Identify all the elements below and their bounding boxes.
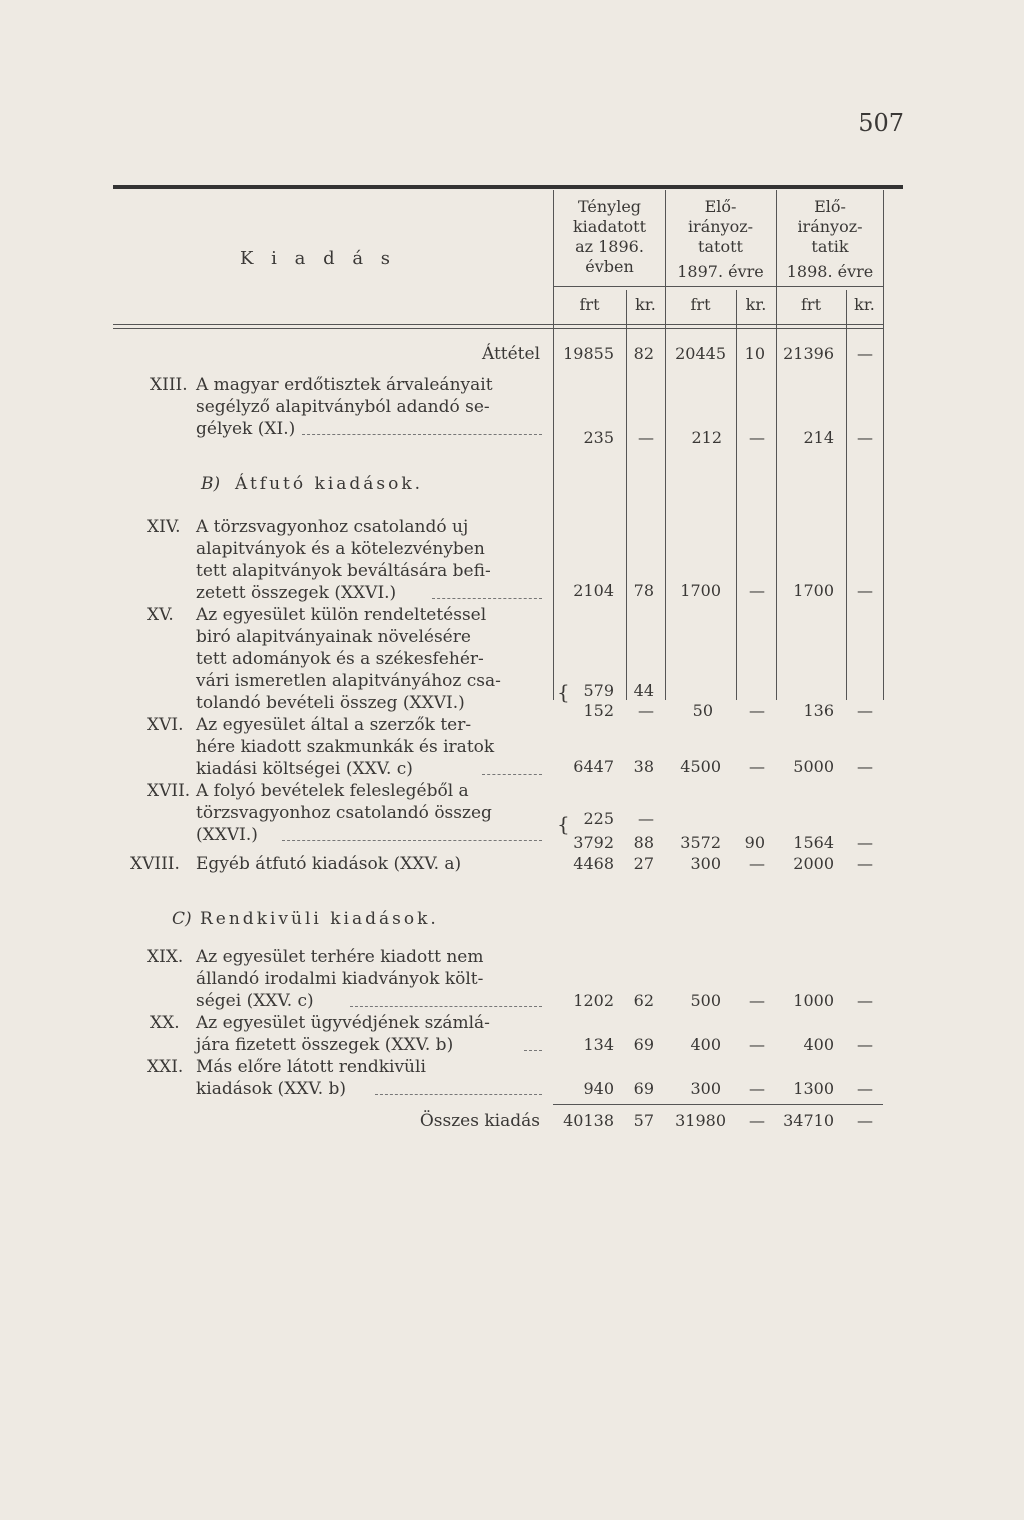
row-17-line-1: A folyó bevételek feleslegéből a	[196, 781, 469, 801]
row-17-frt-1898: 1564	[793, 833, 834, 852]
row-20-leader	[524, 1050, 542, 1052]
row-19-kr-1898: —	[857, 991, 873, 1010]
row-15-line-2: biró alapitványainak növelésére	[196, 627, 471, 647]
row-13-kr-1896: —	[638, 428, 654, 447]
header-col3-l2: irányoz-	[797, 217, 863, 236]
row-16-frt-1897: 4500	[680, 757, 721, 776]
row-18-line-1: Egyéb átfutó kiadások (XXV. a)	[196, 854, 462, 874]
row-16-frt-1898-a: 136	[803, 701, 834, 720]
row-17-line-2: törzsvagyonhoz csatolandó összeg	[196, 803, 492, 823]
row-16-line-2: hére kiadott szakmunkák és iratok	[196, 737, 495, 757]
row-20-frt-1897: 400	[690, 1035, 721, 1054]
row-16-kr-1896-a: —	[638, 701, 654, 720]
row-18-kr-1898: —	[857, 854, 873, 873]
carry-kr-1896: 82	[633, 344, 654, 363]
header-col2-l2: irányoz-	[687, 217, 754, 236]
header-col3-l1: Elő-	[814, 197, 846, 216]
header-col1-l3: az 1896.	[575, 237, 644, 256]
section-b-title: Átfutó kiadások.	[235, 474, 424, 494]
unit-kr-3: kr.	[854, 295, 875, 314]
row-13-number: XIII.	[150, 375, 188, 395]
row-16-kr-1898: —	[857, 757, 873, 776]
row-17-kr-1896-a: —	[638, 809, 654, 828]
row-19-number: XIX.	[147, 947, 184, 967]
section-c-title: Rendkivüli kiadások.	[200, 909, 439, 929]
row-19-line-3: ségei (XXV. c)	[196, 991, 314, 1011]
row-21-line-1: Más előre látott rendkivüli	[196, 1057, 426, 1077]
row-17-kr-1898: —	[857, 833, 873, 852]
header-divider	[553, 286, 883, 287]
row-16-line-1: Az egyesület által a szerzők ter-	[196, 715, 472, 735]
row-15-brace: {	[557, 680, 570, 704]
unit-frt-3: frt	[801, 295, 821, 314]
row-21-leader	[375, 1094, 542, 1096]
row-13-frt-1897: 212	[691, 428, 722, 447]
section-c-letter: C)	[172, 909, 192, 929]
section-b-letter: B)	[201, 474, 221, 494]
row-13-line-1: A magyar erdőtisztek árvaleányait	[196, 375, 493, 395]
row-13-leader	[302, 434, 542, 436]
row-19-line-1: Az egyesület terhére kiadott nem	[196, 947, 484, 967]
total-frt-1897: 31980	[675, 1111, 726, 1130]
row-19-leader	[350, 1006, 542, 1008]
row-21-frt-1896: 940	[583, 1079, 614, 1098]
carry-label: Áttétel	[481, 344, 540, 364]
row-21-kr-1898: —	[857, 1079, 873, 1098]
row-14-kr-1897: —	[749, 581, 765, 600]
carry-frt-1897: 20445	[675, 344, 726, 363]
row-14-kr-1898: —	[857, 581, 873, 600]
row-20-line-2: jára fizetett összegek (XXV. b)	[196, 1035, 454, 1055]
row-17-frt-1896: 3792	[573, 833, 614, 852]
row-13-line-2: segélyző alapitványból adandó se-	[196, 397, 490, 417]
row-20-frt-1898: 400	[803, 1035, 834, 1054]
unit-kr-1: kr.	[635, 295, 656, 314]
carry-kr-1898: —	[857, 344, 873, 363]
row-14-leader	[432, 598, 542, 600]
total-frt-1896: 40138	[563, 1111, 614, 1130]
row-20-kr-1897: —	[749, 1035, 765, 1054]
row-17-kr-1896: 88	[633, 833, 654, 852]
row-16-line-3: kiadási költségei (XXV. c)	[196, 759, 413, 779]
row-18-number: XVIII.	[130, 854, 180, 874]
row-20-number: XX.	[150, 1013, 180, 1033]
total-kr-1897: —	[749, 1111, 765, 1130]
col-line-2	[626, 290, 627, 700]
total-rule	[553, 1104, 883, 1105]
row-16-kr-1897: —	[749, 757, 765, 776]
page-number: 507	[858, 109, 904, 137]
header-col3-l3: tatik	[811, 237, 849, 256]
row-14-number: XIV.	[147, 517, 181, 537]
row-15-line-1: Az egyesület külön rendeltetéssel	[196, 605, 487, 625]
header-bottom-rule-2	[113, 328, 883, 329]
row-18-frt-1898: 2000	[793, 854, 834, 873]
row-16-frt-1898: 5000	[793, 757, 834, 776]
row-14-line-1: A törzsvagyonhoz csatolandó uj	[196, 517, 469, 537]
row-14-kr-1896: 78	[633, 581, 654, 600]
row-17-frt-1896-a: 225	[583, 809, 614, 828]
header-col2-l3: tatott	[698, 237, 743, 256]
row-21-frt-1897: 300	[690, 1079, 721, 1098]
row-20-frt-1896: 134	[583, 1035, 614, 1054]
carry-kr-1897: 10	[744, 344, 765, 363]
row-15-line-4: vári ismeretlen alapitványához csa-	[196, 671, 501, 691]
row-20-line-1: Az egyesület ügyvédjének számlá-	[196, 1013, 490, 1033]
row-16-leader	[482, 774, 542, 776]
row-18-kr-1896: 27	[633, 854, 654, 873]
row-19-kr-1896: 62	[633, 991, 654, 1010]
header-kiadas: K i a d á s	[240, 248, 397, 269]
header-col1-l4: évben	[585, 257, 634, 276]
row-17-frt-1897: 3572	[680, 833, 721, 852]
row-19-frt-1897: 500	[690, 991, 721, 1010]
col-line-4	[736, 290, 737, 700]
row-16-kr-1897-a: —	[749, 701, 765, 720]
row-15-number: XV.	[147, 605, 174, 625]
row-20-kr-1896: 69	[633, 1035, 654, 1054]
row-15-frt-1896: 579	[583, 681, 614, 700]
row-17-brace: {	[557, 812, 570, 836]
row-21-line-2: kiadások (XXV. b)	[196, 1079, 347, 1099]
row-20-kr-1898: —	[857, 1035, 873, 1054]
total-kr-1896: 57	[633, 1111, 654, 1130]
row-19-frt-1898: 1000	[793, 991, 834, 1010]
row-13-frt-1898: 214	[803, 428, 834, 447]
row-16-kr-1898-a: —	[857, 701, 873, 720]
row-18-frt-1896: 4468	[573, 854, 614, 873]
row-13-kr-1898: —	[857, 428, 873, 447]
row-15-kr-1896: 44	[633, 681, 654, 700]
header-col2-l4: 1897. évre	[677, 262, 764, 281]
row-14-line-4: zetett összegek (XXVI.)	[196, 583, 397, 603]
header-bottom-rule	[113, 324, 883, 325]
row-16-frt-1897-a: 50	[692, 701, 713, 720]
row-14-frt-1897: 1700	[680, 581, 721, 600]
header-col1-l1: Tényleg	[577, 197, 642, 216]
unit-frt-2: frt	[690, 295, 711, 314]
row-17-leader	[282, 840, 542, 842]
col-line-6	[846, 290, 847, 700]
row-16-frt-1896-a: 152	[583, 701, 614, 720]
row-21-frt-1898: 1300	[793, 1079, 834, 1098]
total-frt-1898: 34710	[783, 1111, 834, 1130]
row-14-frt-1896: 2104	[573, 581, 614, 600]
unit-kr-2: kr.	[745, 295, 767, 314]
total-kr-1898: —	[857, 1111, 873, 1130]
row-17-line-3: (XXVI.)	[196, 825, 258, 845]
row-14-line-3: tett alapitványok beváltására befi-	[196, 561, 491, 581]
header-col2-l1: Elő-	[704, 197, 737, 216]
row-13-kr-1897: —	[749, 428, 765, 447]
unit-frt-1: frt	[579, 295, 600, 314]
carry-frt-1898: 21396	[783, 344, 834, 363]
row-18-kr-1897: —	[749, 854, 765, 873]
row-16-frt-1896: 6447	[573, 757, 614, 776]
carry-frt-1896: 19855	[563, 344, 614, 363]
row-16-number: XVI.	[147, 715, 184, 735]
row-17-kr-1897: 90	[744, 833, 765, 852]
row-21-number: XXI.	[147, 1057, 184, 1077]
row-18-frt-1897: 300	[690, 854, 721, 873]
row-15-line-3: tett adományok és a székesfehér-	[196, 649, 484, 669]
row-19-frt-1896: 1202	[573, 991, 614, 1010]
row-14-line-2: alapitványok és a kötelezvényben	[196, 539, 485, 559]
row-17-number: XVII.	[147, 781, 191, 801]
total-label: Összes kiadás	[419, 1111, 540, 1131]
row-15-line-5: tolandó bevételi összeg (XXVI.)	[196, 693, 465, 713]
row-21-kr-1896: 69	[633, 1079, 654, 1098]
row-19-line-2: állandó irodalmi kiadványok költ-	[196, 969, 484, 989]
header-col1-l2: kiadatott	[572, 217, 647, 236]
row-21-kr-1897: —	[749, 1079, 765, 1098]
row-13-frt-1896: 235	[583, 428, 614, 447]
top-rule	[113, 185, 903, 189]
row-14-frt-1898: 1700	[793, 581, 834, 600]
header-col3-l4: 1898. évre	[786, 262, 874, 281]
row-19-kr-1897: —	[749, 991, 765, 1010]
row-13-line-3: gélyek (XI.)	[196, 419, 296, 439]
row-16-kr-1896: 38	[633, 757, 654, 776]
